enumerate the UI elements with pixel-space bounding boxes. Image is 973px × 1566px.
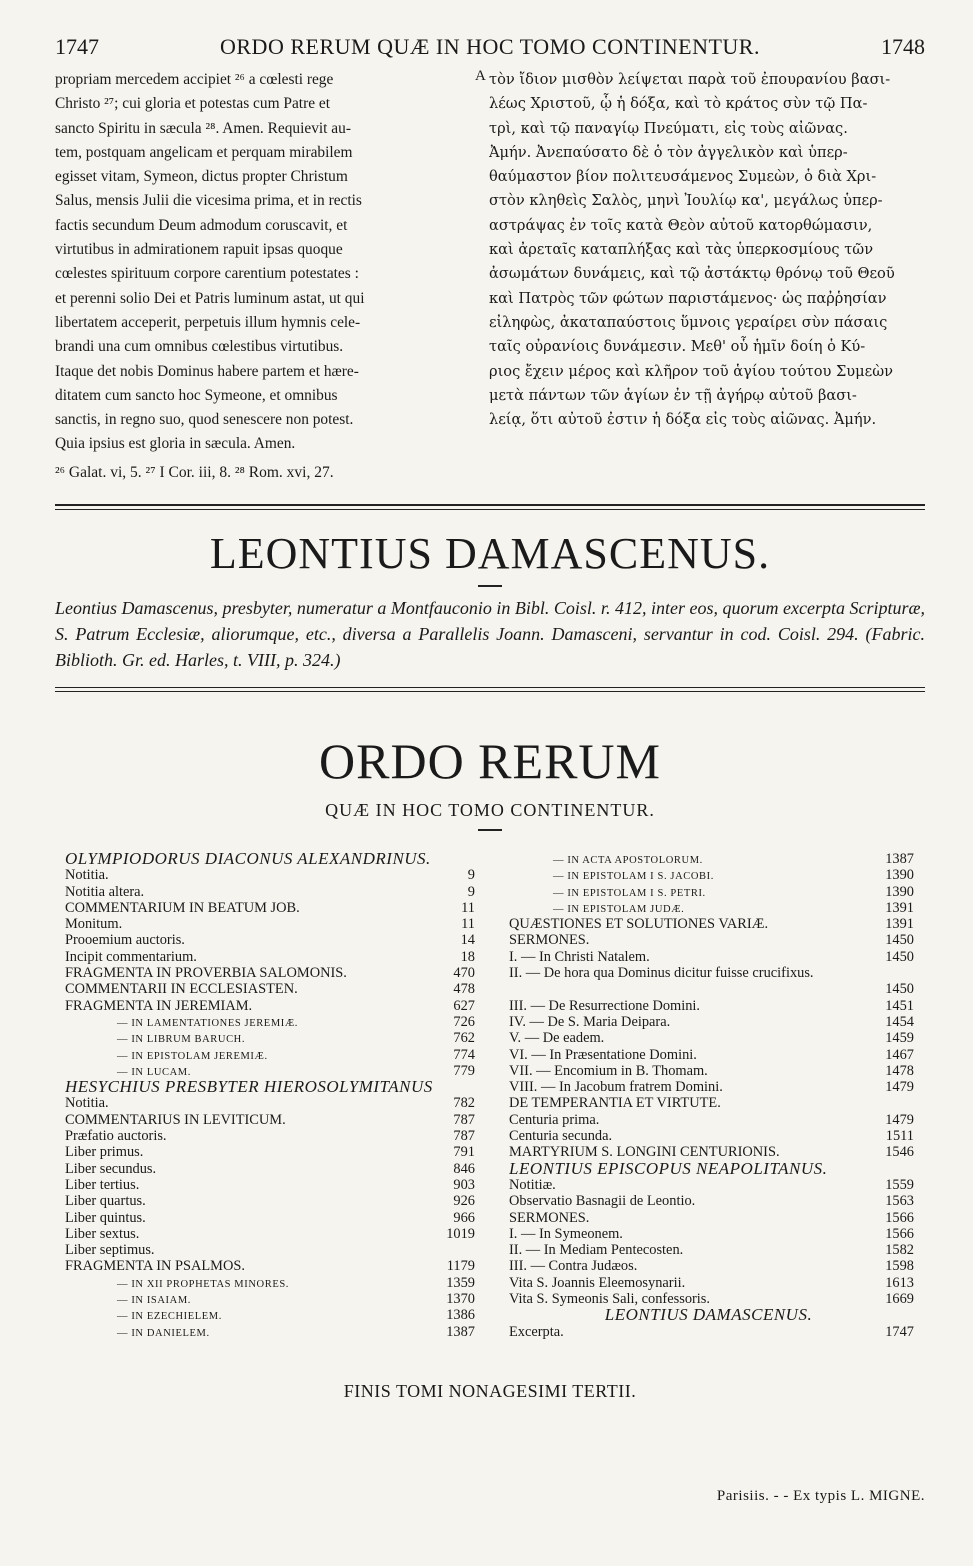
toc-entry-page: 470 [453,965,475,982]
toc-entry-page: 1450 [885,981,914,998]
greek-text-line: στὸν κληθεὶς Σαλὸς, μηνὶ Ἰουλίῳ κα', μεγάλως ὑπερ- [489,192,883,210]
latin-text-line: cœlestes spirituum corpore carentium potestates : [55,265,359,283]
toc-entry-page: 787 [453,1111,475,1128]
toc-entry [509,1144,914,1160]
title-dash [478,585,502,587]
toc-entry [509,1063,914,1079]
toc-entry-title: — IN DANIELEM. [117,1327,210,1339]
greek-text-line: Ἀμήν. Ἀνεπαύσατο δὲ ὁ τὸν ἀγγελικὸν καὶ ὑπερ- [489,143,848,161]
toc-entry-title: HESYCHIUS PRESBYTER HIEROSOLYMITANUS [65,1079,433,1096]
toc-entry-page: 627 [453,997,475,1014]
toc-entry-page: 1391 [885,899,914,916]
toc-entry [509,1242,914,1258]
toc-entry-page: 726 [453,1013,475,1030]
toc-entry [65,884,475,900]
section-title: LEONTIUS DAMASCENUS. [209,529,771,578]
toc-entry-page: 762 [453,1030,475,1047]
toc-entry [509,916,914,932]
finis-line: FINIS TOMI NONAGESIMI TERTII. [343,1381,637,1401]
toc-entry [509,867,914,883]
toc-entry-title: Notitiæ. [509,1176,556,1193]
toc-entry-title: Monitum. [65,916,123,933]
toc-entry [509,965,914,981]
greek-text-line: καὶ ἀρεταῖς καταπλήξας καὶ τὰς ὑπερκοσμίους τῶν [489,241,874,259]
toc-entry-page: 1390 [885,867,914,884]
toc-entry-title: Vita S. Symeonis Sali, confessoris. [509,1291,710,1308]
toc-entry-page: 1179 [446,1258,475,1275]
toc-entry-page: 791 [453,1144,475,1161]
toc-entry [509,1177,914,1193]
toc-entry [509,1112,914,1128]
toc-entry [65,851,475,867]
toc-entry [65,1193,475,1209]
section-intro: Leontius Damascenus, presbyter, numeratur a Montfauconio in Bibl. Coisl. r. 412, inter eos, quorum excerpta Scripturæ, S. Patrum Ecclesiæ, aliorumque, etc., diversa a Parallelis Joann. Damasceni, servantur in cod. Coisl. 294. (Fabric. Biblioth. Gr. ed. Harles, t. VIII, p. 324.) [55,598,925,670]
toc-entry-title: Præfatio auctoris. [65,1128,167,1145]
latin-text-line: egisset vitam, Symeon, dictus propter Christum [55,168,348,186]
toc-entry-title: Liber quintus. [65,1209,146,1226]
toc-entry [509,1258,914,1274]
latin-text-line: brandi una cum omnibus cœlestibus virtutibus. [55,338,344,356]
latin-text-line: sanctis, in regno suo, quod senescere non potest. [55,411,354,429]
toc-entry [509,998,914,1014]
toc-entry-title: QUÆSTIONES ET SOLUTIONES VARIÆ. [509,916,769,933]
toc-entry-page: 1479 [885,1111,914,1128]
toc-entry [65,1275,475,1291]
latin-text-line: et perenni solio Dei et Patris luminum astat, ut qui [55,289,365,307]
toc-entry-title: SERMONES. [509,1209,590,1226]
toc-entry [65,1014,475,1030]
toc-entry [65,1291,475,1307]
toc-entry-title: VI. — In Præsentatione Domini. [509,1046,697,1063]
greek-text-line: ταῖς οὐρανίοις δυνάμεσιν. Μεθ' οὗ ἡμῖν δοίη ὁ Κύ- [489,338,866,356]
toc-entry [65,1112,475,1128]
toc-entry [509,1324,914,1340]
toc-entry [509,851,914,867]
latin-text-line: Quia ipsius est gloria in sæcula. Amen. [55,435,296,453]
toc-entry [509,1275,914,1291]
toc-entry-title: Liber secundus. [65,1160,157,1177]
toc-entry-title: — IN ISAIAM. [117,1295,191,1307]
toc-entry [509,981,914,997]
toc-entry [509,1161,914,1177]
toc-entry-page: 1566 [885,1209,914,1226]
toc-entry [65,1030,475,1046]
toc-entry-title: COMMENTARIUS IN LEVITICUM. [65,1111,286,1128]
greek-text-line: τὸν ἴδιον μισθὸν λείψεται παρὰ τοῦ ἐπουρανίου βασι- [489,71,891,88]
greek-text-line: λείᾳ, ὅτι αὐτοῦ ἐστιν ἡ δόξα εἰς τοὺς αἰῶνας. Ἀμήν. [489,411,877,429]
toc-entry [65,1161,475,1177]
toc-entry-title: OLYMPIODORUS DIACONUS ALEXANDRINUS. [65,851,431,868]
toc-entry [509,1128,914,1144]
toc-entry [65,998,475,1014]
toc-entry-title: Notitia. [65,867,109,884]
toc-entry-page: 1511 [885,1128,914,1145]
toc-entry-title: SERMONES. [509,932,590,949]
greek-text-line: μετὰ πάντων τῶν ἁγίων ἐν τῇ ἀγήρῳ αὐτοῦ βασι- [489,386,857,404]
toc-entry-page: 14 [460,932,475,949]
ordo-subtitle: QUÆ IN HOC TOMO CONTINENTUR. [325,800,655,820]
toc-entry-title: — IN EZECHIELEM. [117,1311,222,1323]
toc-entry [65,981,475,997]
column-number-left: 1747 [55,34,99,59]
toc-entry-page: 1546 [885,1144,914,1161]
subtitle-dash [478,829,502,831]
toc-entry-title: DE TEMPERANTIA ET VIRTUTE. [509,1095,721,1112]
toc-entry-page: 478 [453,981,475,998]
toc-entry-title: — IN EPISTOLAM JEREMIÆ. [117,1050,268,1062]
toc-entry-page: 1478 [885,1062,914,1079]
toc-entry-title: Centuria prima. [509,1111,600,1128]
toc-entry [65,1307,475,1323]
running-title: ORDO RERUM QUÆ IN HOC TOMO CONTINENTUR. [220,34,760,59]
toc-entry-title: FRAGMENTA IN PROVERBIA SALOMONIS. [65,965,347,982]
toc-entry-title: FRAGMENTA IN JEREMIAM. [65,997,253,1014]
toc-entry-page: 1559 [885,1176,914,1193]
toc-entry-title: V. — De eadem. [509,1030,605,1047]
toc-entry-title: Liber septimus. [65,1242,155,1259]
toc-entry [65,1210,475,1226]
toc-entry-title: — IN LIBRUM BARUCH. [117,1034,246,1046]
toc-entry-title: Notitia. [65,1095,109,1112]
toc-entry [509,1030,914,1046]
toc-entry-title: VII. — Encomium in B. Thomam. [509,1062,708,1079]
toc-entry-title: COMMENTARIUM IN BEATUM JOB. [65,899,300,916]
toc-entry-title: — IN LUCAM. [117,1066,191,1078]
footnotes: ²⁶ Galat. vi, 5. ²⁷ I Cor. iii, 8. ²⁸ Rom. xvi, 27. [55,464,334,481]
toc-entry-page: 1669 [885,1291,914,1308]
toc-entry [509,1047,914,1063]
toc-entry-page: 1370 [446,1291,475,1308]
toc-entry-title: II. — In Mediam Pentecosten. [509,1242,684,1259]
toc-entry [509,1291,914,1307]
toc-entry-page: 1359 [446,1274,475,1291]
toc-entry [509,900,914,916]
toc-entry-title: III. — Contra Judæos. [509,1258,638,1275]
toc-entry [509,1095,914,1111]
toc-entry-page: 1387 [885,851,914,867]
toc-entry [509,932,914,948]
toc-entry-page: 1582 [885,1242,914,1259]
latin-text-line: ditatem cum sancto hoc Symeone, et omnibus [55,386,338,404]
toc-entry-title: III. — De Resurrectione Domini. [509,997,701,1014]
latin-text-line: libertatem acceperit, perpetuis illum hymnis cele- [55,313,361,331]
parallel-text [55,68,925,458]
toc-entry [65,1226,475,1242]
greek-text-line: αστράψας ἐν τοῖς κατὰ Θεὸν αὐτοῦ κατορθώμασιν, [489,216,873,234]
toc-entry-title: Prooemium auctoris. [65,932,185,949]
latin-text-line: propriam mercedem accipiet ²⁶ a cœlesti rege [55,71,334,88]
toc-entry-page: 774 [453,1046,475,1063]
toc-entry-title: Liber primus. [65,1144,144,1161]
toc-entry-page: 1450 [885,932,914,949]
toc-entry [509,884,914,900]
toc-entry [65,1177,475,1193]
greek-text-line: θαύμαστον βίον πολιτευσάμενος Συμεὼν, ὁ διὰ Χρι- [489,168,877,186]
latin-text-line: tem, postquam angelicam et perquam mirabilem [55,143,353,161]
page [55,34,925,1402]
toc-entry-title: — IN ACTA APOSTOLORUM. [553,855,703,866]
toc-entry-title: Incipit commentarium. [65,948,197,965]
toc-entry-page: 1451 [885,997,914,1014]
latin-text-line: Salus, mensis Julii die vicesima prima, et in rectis [55,192,362,210]
toc-entry-title: Liber quartus. [65,1193,146,1210]
toc-entry [65,1258,475,1274]
toc-entry [65,1095,475,1111]
toc-entry-page: 11 [461,899,475,916]
greek-text-line: καὶ Πατρὸς τῶν φώτων παριστάμενος· ὡς παῤῥησίαν [489,289,887,307]
toc-entry-page: 787 [453,1128,475,1145]
toc-right-column [509,851,914,1340]
toc-entry [509,1226,914,1242]
toc-entry-title: FRAGMENTA IN PSALMOS. [65,1258,245,1275]
table-of-contents [55,851,925,1351]
toc-entry [65,900,475,916]
toc-entry-title: — IN EPISTOLAM I S. PETRI. [553,887,706,899]
toc-entry-title: Excerpta. [509,1323,564,1340]
toc-left-column [65,851,475,1340]
toc-entry-title: II. — De hora qua Dominus dicitur fuisse crucifixus. [509,965,814,982]
toc-entry-page: 903 [453,1176,475,1193]
toc-entry-page: 1479 [885,1079,914,1096]
toc-entry-title: IV. — De S. Maria Deipara. [509,1013,671,1030]
toc-entry-title: MARTYRIUM S. LONGINI CENTURIONIS. [509,1144,780,1161]
toc-entry-title: Liber sextus. [65,1225,140,1242]
toc-entry-page: 966 [453,1209,475,1226]
toc-entry-title: LEONTIUS EPISCOPUS NEAPOLITANUS. [509,1160,828,1177]
latin-text-line: factis secundum Deum admodum coruscavit, et [55,216,348,234]
toc-entry-page: 1467 [885,1046,914,1063]
toc-entry-title: COMMENTARII IN ECCLESIASTEN. [65,981,298,998]
toc-entry [65,1079,475,1095]
toc-entry-page: 1386 [446,1307,475,1324]
toc-entry-page: 1747 [885,1323,914,1340]
toc-entry-title: — IN EPISTOLAM I S. JACOBI. [553,871,714,883]
toc-entry-page: 1019 [446,1225,475,1242]
greek-text-line: ριος ἔχειν μέρος καὶ κλῆρον τοῦ ἁγίου τούτου Συμεὼν [489,362,893,380]
running-header [55,34,925,64]
toc-entry-title: Vita S. Joannis Eleemosynarii. [509,1274,686,1291]
toc-entry-page: 1563 [885,1193,914,1210]
toc-entry-title: — IN EPISTOLAM JUDÆ. [553,903,685,915]
latin-text-line: Christo ²⁷; cui gloria et potestas cum Patre et [55,95,330,113]
toc-entry-page: 1459 [885,1030,914,1047]
toc-entry-page: 1566 [885,1225,914,1242]
greek-column [489,68,925,432]
toc-entry-page: 9 [467,883,475,900]
toc-entry-title: Observatio Basnagii de Leontio. [509,1193,696,1210]
toc-entry-title: I. — In Christi Natalem. [509,948,650,965]
toc-entry [65,1128,475,1144]
toc-entry-page: 18 [460,948,475,965]
toc-entry-page: 9 [467,867,475,884]
greek-text-line: λέως Χριστοῦ, ᾧ ἡ δόξα, καὶ τὸ κράτος σὺν τῷ Πα- [489,95,868,113]
ordo-title: ORDO RERUM [319,733,661,789]
greek-text-line: εἰληφὼς, ἀκαταπαύστοις ὕμνοις γεραίρει σὺν πάσαις [489,313,888,331]
latin-column [55,68,473,457]
toc-entry [65,867,475,883]
toc-entry-page: 1450 [885,948,914,965]
toc-entry-title: Notitia altera. [65,883,145,900]
printer-imprint: Parisiis. - - Ex typis L. MIGNE. [716,1488,925,1504]
toc-entry [509,1193,914,1209]
toc-entry-title: Centuria secunda. [509,1128,613,1145]
toc-entry-title: LEONTIUS DAMASCENUS. [604,1307,813,1324]
toc-entry [65,965,475,981]
toc-entry-title: — IN LAMENTATIONES JEREMIÆ. [117,1017,299,1029]
toc-entry-page: 1387 [446,1323,475,1340]
toc-entry-title: VIII. — In Jacobum fratrem Domini. [509,1079,723,1096]
greek-text-line: ἀσωμάτων δυνάμεις, καὶ τῷ ἀστάκτῳ θρόνῳ τοῦ Θεοῦ [489,265,895,283]
toc-entry-title: Liber tertius. [65,1176,140,1193]
toc-entry-page: 1454 [885,1013,914,1030]
toc-entry-title: I. — In Symeonem. [509,1225,623,1242]
divider-rule-2 [55,687,925,692]
toc-entry [65,1324,475,1340]
toc-entry [65,916,475,932]
toc-entry [65,932,475,948]
toc-entry [509,1210,914,1226]
greek-text-line: τρὶ, καὶ τῷ παναγίῳ Πνεύματι, εἰς τοὺς αἰῶνας. [489,119,848,137]
toc-entry-page: 1598 [885,1258,914,1275]
toc-entry-page: 1613 [885,1274,914,1291]
toc-entry [65,1144,475,1160]
column-marker: A [475,68,486,84]
toc-entry-page: 779 [453,1062,475,1079]
toc-entry-page: 11 [461,916,475,933]
toc-entry [509,1307,914,1323]
toc-entry-page: 846 [453,1160,475,1177]
toc-entry-title: — IN XII PROPHETAS MINORES. [117,1278,289,1290]
latin-text-line: Itaque det nobis Dominus habere partem et hære- [55,362,359,380]
latin-text-line: sancto Spiritu in sæcula ²⁸. Amen. Requievit au- [55,119,351,137]
toc-entry-page: 926 [453,1193,475,1210]
toc-entry [65,1242,475,1258]
column-number-right: 1748 [881,34,925,59]
toc-entry-page: 1390 [885,883,914,900]
toc-entry [65,949,475,965]
toc-entry [509,949,914,965]
toc-entry-page: 782 [453,1095,475,1112]
latin-text-line: virtutibus in admirationem rapuit ipsas quoque [55,241,343,259]
toc-entry-page: 1391 [885,916,914,933]
toc-entry [509,1014,914,1030]
toc-entry [509,1079,914,1095]
toc-entry [65,1063,475,1079]
divider-rule [55,504,925,510]
toc-entry [65,1047,475,1063]
